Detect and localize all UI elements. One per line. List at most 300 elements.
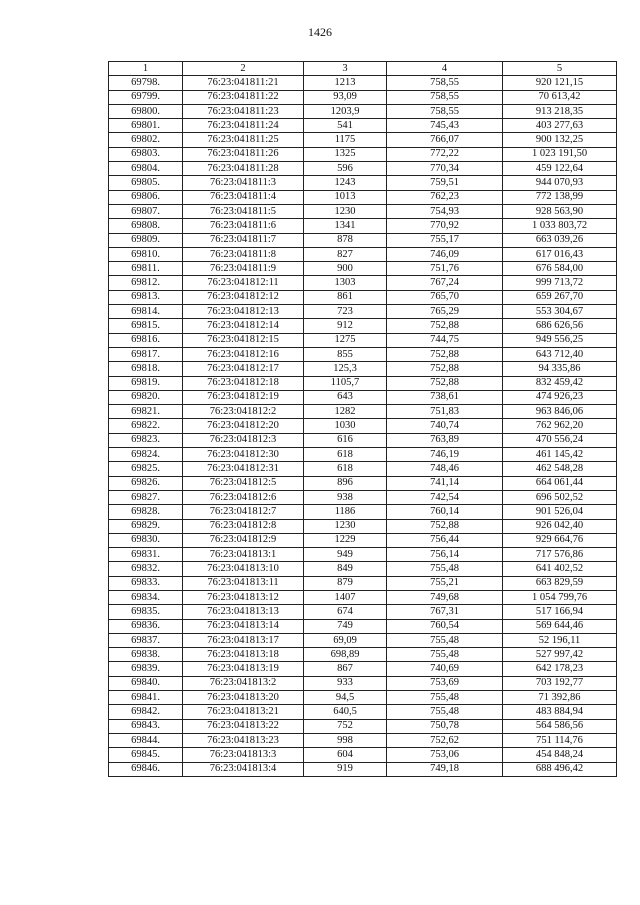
price-cell: 755,48 (387, 648, 503, 662)
table-row (109, 76, 617, 90)
cadastral-number-cell: 76:23:041813:10 (183, 562, 304, 576)
price-cell: 746,09 (387, 247, 503, 261)
cadastral-number-cell: 76:23:041811:6 (183, 219, 304, 233)
cadastral-number-cell: 76:23:041812:11 (183, 276, 304, 290)
value-cell: 949 556,25 (503, 333, 617, 347)
table-row (109, 562, 617, 576)
price-cell: 748,46 (387, 462, 503, 476)
row-number-cell: 69821. (109, 405, 183, 419)
area-cell: 94,5 (304, 691, 387, 705)
price-cell: 770,34 (387, 162, 503, 176)
price-cell: 758,55 (387, 90, 503, 104)
table-row (109, 262, 617, 276)
price-cell: 755,48 (387, 633, 503, 647)
price-cell: 752,88 (387, 519, 503, 533)
value-cell: 643 712,40 (503, 347, 617, 361)
value-cell: 527 997,42 (503, 648, 617, 662)
area-cell: 604 (304, 748, 387, 762)
price-cell: 754,93 (387, 204, 503, 218)
value-cell: 1 033 803,72 (503, 219, 617, 233)
table-row (109, 576, 617, 590)
value-cell: 762 962,20 (503, 419, 617, 433)
table-row (109, 519, 617, 533)
cadastral-number-cell: 76:23:041811:3 (183, 176, 304, 190)
row-number-cell: 69839. (109, 662, 183, 676)
price-cell: 756,14 (387, 548, 503, 562)
price-cell: 753,69 (387, 676, 503, 690)
price-cell: 755,48 (387, 705, 503, 719)
value-cell: 94 335,86 (503, 362, 617, 376)
table-row (109, 691, 617, 705)
row-number-cell: 69813. (109, 290, 183, 304)
table-row (109, 662, 617, 676)
area-cell: 1229 (304, 533, 387, 547)
area-cell: 1213 (304, 76, 387, 90)
area-cell: 596 (304, 162, 387, 176)
cadastral-number-cell: 76:23:041811:21 (183, 76, 304, 90)
row-number-cell: 69841. (109, 691, 183, 705)
table-row (109, 548, 617, 562)
area-cell: 749 (304, 619, 387, 633)
value-cell: 664 061,44 (503, 476, 617, 490)
price-cell: 760,14 (387, 505, 503, 519)
table-row (109, 176, 617, 190)
price-cell: 762,23 (387, 190, 503, 204)
area-cell: 618 (304, 462, 387, 476)
price-cell: 752,62 (387, 733, 503, 747)
row-number-cell: 69832. (109, 562, 183, 576)
price-cell: 772,22 (387, 147, 503, 161)
cadastral-number-cell: 76:23:041812:20 (183, 419, 304, 433)
table-row (109, 590, 617, 604)
table-row (109, 362, 617, 376)
price-cell: 770,92 (387, 219, 503, 233)
value-cell: 474 926,23 (503, 390, 617, 404)
cadastral-number-cell: 76:23:041812:12 (183, 290, 304, 304)
area-cell: 878 (304, 233, 387, 247)
value-cell: 659 267,70 (503, 290, 617, 304)
table-row (109, 448, 617, 462)
price-cell: 767,24 (387, 276, 503, 290)
value-cell: 999 713,72 (503, 276, 617, 290)
table-row (109, 162, 617, 176)
area-cell: 618 (304, 448, 387, 462)
area-cell: 1282 (304, 405, 387, 419)
value-cell: 717 576,86 (503, 548, 617, 562)
table-row (109, 762, 617, 776)
table-row (109, 233, 617, 247)
cadastral-number-cell: 76:23:041811:28 (183, 162, 304, 176)
table-row (109, 133, 617, 147)
area-cell: 69,09 (304, 633, 387, 647)
row-number-cell: 69810. (109, 247, 183, 261)
area-cell: 698,89 (304, 648, 387, 662)
price-cell: 750,78 (387, 719, 503, 733)
cadastral-number-cell: 76:23:041812:6 (183, 490, 304, 504)
value-cell: 553 304,67 (503, 305, 617, 319)
area-cell: 1105,7 (304, 376, 387, 390)
table-row (109, 505, 617, 519)
area-cell: 938 (304, 490, 387, 504)
cadastral-number-cell: 76:23:041812:31 (183, 462, 304, 476)
price-cell: 752,88 (387, 347, 503, 361)
value-cell: 641 402,52 (503, 562, 617, 576)
row-number-cell: 69799. (109, 90, 183, 104)
table-row (109, 319, 617, 333)
value-cell: 751 114,76 (503, 733, 617, 747)
table-row (109, 419, 617, 433)
price-cell: 746,19 (387, 448, 503, 462)
price-cell: 755,48 (387, 691, 503, 705)
price-cell: 763,89 (387, 433, 503, 447)
price-cell: 753,06 (387, 748, 503, 762)
row-number-cell: 69844. (109, 733, 183, 747)
table-row (109, 376, 617, 390)
row-number-cell: 69825. (109, 462, 183, 476)
cadastral-number-cell: 76:23:041811:26 (183, 147, 304, 161)
row-number-cell: 69842. (109, 705, 183, 719)
table-row (109, 748, 617, 762)
cadastral-number-cell: 76:23:041812:8 (183, 519, 304, 533)
area-cell: 1325 (304, 147, 387, 161)
price-cell: 742,54 (387, 490, 503, 504)
area-cell: 861 (304, 290, 387, 304)
cadastral-number-cell: 76:23:041813:3 (183, 748, 304, 762)
cadastral-number-cell: 76:23:041813:17 (183, 633, 304, 647)
value-cell: 913 218,35 (503, 104, 617, 118)
table-row (109, 633, 617, 647)
table-row (109, 462, 617, 476)
value-cell: 900 132,25 (503, 133, 617, 147)
value-cell: 663 829,59 (503, 576, 617, 590)
value-cell: 70 613,42 (503, 90, 617, 104)
area-cell: 827 (304, 247, 387, 261)
cadastral-number-cell: 76:23:041813:4 (183, 762, 304, 776)
price-cell: 738,61 (387, 390, 503, 404)
row-number-cell: 69801. (109, 119, 183, 133)
cadastral-number-cell: 76:23:041813:21 (183, 705, 304, 719)
row-number-cell: 69817. (109, 347, 183, 361)
row-number-cell: 69834. (109, 590, 183, 604)
area-cell: 1243 (304, 176, 387, 190)
value-cell: 688 496,42 (503, 762, 617, 776)
area-cell: 125,3 (304, 362, 387, 376)
cadastral-number-cell: 76:23:041812:3 (183, 433, 304, 447)
row-number-cell: 69838. (109, 648, 183, 662)
table-row (109, 219, 617, 233)
column-header-4: 4 (387, 62, 503, 76)
row-number-cell: 69836. (109, 619, 183, 633)
area-cell: 919 (304, 762, 387, 776)
row-number-cell: 69814. (109, 305, 183, 319)
cadastral-number-cell: 76:23:041813:20 (183, 691, 304, 705)
value-cell: 564 586,56 (503, 719, 617, 733)
value-cell: 686 626,56 (503, 319, 617, 333)
cadastral-number-cell: 76:23:041813:11 (183, 576, 304, 590)
row-number-cell: 69815. (109, 319, 183, 333)
table-row (109, 405, 617, 419)
cadastral-number-cell: 76:23:041811:25 (183, 133, 304, 147)
row-number-cell: 69823. (109, 433, 183, 447)
price-cell: 755,21 (387, 576, 503, 590)
price-cell: 767,31 (387, 605, 503, 619)
row-number-cell: 69809. (109, 233, 183, 247)
value-cell: 926 042,40 (503, 519, 617, 533)
row-number-cell: 69819. (109, 376, 183, 390)
table-row (109, 104, 617, 118)
price-cell: 740,74 (387, 419, 503, 433)
row-number-cell: 69846. (109, 762, 183, 776)
column-header-2: 2 (183, 62, 304, 76)
table-row (109, 676, 617, 690)
row-number-cell: 69804. (109, 162, 183, 176)
row-number-cell: 69824. (109, 448, 183, 462)
price-cell: 758,55 (387, 104, 503, 118)
price-cell: 759,51 (387, 176, 503, 190)
price-cell: 744,75 (387, 333, 503, 347)
area-cell: 93,09 (304, 90, 387, 104)
row-number-cell: 69808. (109, 219, 183, 233)
row-number-cell: 69829. (109, 519, 183, 533)
table-row (109, 390, 617, 404)
cadastral-number-cell: 76:23:041812:16 (183, 347, 304, 361)
price-cell: 741,14 (387, 476, 503, 490)
area-cell: 912 (304, 319, 387, 333)
cadastral-number-cell: 76:23:041812:19 (183, 390, 304, 404)
price-cell: 755,48 (387, 562, 503, 576)
row-number-cell: 69828. (109, 505, 183, 519)
price-cell: 752,88 (387, 362, 503, 376)
row-number-cell: 69826. (109, 476, 183, 490)
table-row (109, 619, 617, 633)
cadastral-number-cell: 76:23:041813:23 (183, 733, 304, 747)
table-row (109, 476, 617, 490)
area-cell: 616 (304, 433, 387, 447)
area-cell: 1341 (304, 219, 387, 233)
row-number-cell: 69831. (109, 548, 183, 562)
value-cell: 929 664,76 (503, 533, 617, 547)
cadastral-number-cell: 76:23:041812:30 (183, 448, 304, 462)
price-cell: 755,17 (387, 233, 503, 247)
table-row (109, 90, 617, 104)
cadastral-number-cell: 76:23:041812:7 (183, 505, 304, 519)
price-cell: 758,55 (387, 76, 503, 90)
value-cell: 461 145,42 (503, 448, 617, 462)
table-row (109, 276, 617, 290)
value-cell: 483 884,94 (503, 705, 617, 719)
value-cell: 470 556,24 (503, 433, 617, 447)
price-cell: 740,69 (387, 662, 503, 676)
area-cell: 867 (304, 662, 387, 676)
table-row (109, 605, 617, 619)
row-number-cell: 69816. (109, 333, 183, 347)
value-cell: 944 070,93 (503, 176, 617, 190)
row-number-cell: 69827. (109, 490, 183, 504)
value-cell: 696 502,52 (503, 490, 617, 504)
table-row (109, 290, 617, 304)
area-cell: 896 (304, 476, 387, 490)
table-row (109, 490, 617, 504)
cadastral-number-cell: 76:23:041812:15 (183, 333, 304, 347)
cadastral-number-cell: 76:23:041813:14 (183, 619, 304, 633)
row-number-cell: 69843. (109, 719, 183, 733)
value-cell: 71 392,86 (503, 691, 617, 705)
value-cell: 928 563,90 (503, 204, 617, 218)
table-row (109, 204, 617, 218)
column-header-5: 5 (503, 62, 617, 76)
area-cell: 1303 (304, 276, 387, 290)
area-cell: 1013 (304, 190, 387, 204)
row-number-cell: 69820. (109, 390, 183, 404)
area-cell: 949 (304, 548, 387, 562)
row-number-cell: 69802. (109, 133, 183, 147)
price-cell: 760,54 (387, 619, 503, 633)
area-cell: 855 (304, 347, 387, 361)
row-number-cell: 69822. (109, 419, 183, 433)
table-row (109, 648, 617, 662)
cadastral-number-cell: 76:23:041811:23 (183, 104, 304, 118)
row-number-cell: 69805. (109, 176, 183, 190)
row-number-cell: 69840. (109, 676, 183, 690)
table-row (109, 433, 617, 447)
value-cell: 454 848,24 (503, 748, 617, 762)
row-number-cell: 69807. (109, 204, 183, 218)
cadastral-number-cell: 76:23:041811:22 (183, 90, 304, 104)
price-cell: 751,76 (387, 262, 503, 276)
value-cell: 901 526,04 (503, 505, 617, 519)
area-cell: 998 (304, 733, 387, 747)
area-cell: 933 (304, 676, 387, 690)
cadastral-number-cell: 76:23:041813:18 (183, 648, 304, 662)
area-cell: 1175 (304, 133, 387, 147)
cadastral-number-cell: 76:23:041812:2 (183, 405, 304, 419)
row-number-cell: 69800. (109, 104, 183, 118)
cadastral-number-cell: 76:23:041811:24 (183, 119, 304, 133)
table-header-row (109, 62, 617, 76)
row-number-cell: 69811. (109, 262, 183, 276)
price-cell: 752,88 (387, 319, 503, 333)
cadastral-number-cell: 76:23:041813:13 (183, 605, 304, 619)
value-cell: 676 584,00 (503, 262, 617, 276)
row-number-cell: 69833. (109, 576, 183, 590)
area-cell: 541 (304, 119, 387, 133)
table-row (109, 247, 617, 261)
cadastral-number-cell: 76:23:041812:14 (183, 319, 304, 333)
table-row (109, 119, 617, 133)
area-cell: 640,5 (304, 705, 387, 719)
value-cell: 703 192,77 (503, 676, 617, 690)
cadastral-number-cell: 76:23:041813:2 (183, 676, 304, 690)
cadastral-number-cell: 76:23:041813:19 (183, 662, 304, 676)
value-cell: 462 548,28 (503, 462, 617, 476)
table-row (109, 533, 617, 547)
value-cell: 459 122,64 (503, 162, 617, 176)
value-cell: 832 459,42 (503, 376, 617, 390)
area-cell: 1230 (304, 519, 387, 533)
table-row (109, 190, 617, 204)
table-row (109, 733, 617, 747)
area-cell: 752 (304, 719, 387, 733)
area-cell: 723 (304, 305, 387, 319)
page-number: 1426 (308, 25, 332, 39)
value-cell: 642 178,23 (503, 662, 617, 676)
cadastral-number-cell: 76:23:041811:5 (183, 204, 304, 218)
value-cell: 963 846,06 (503, 405, 617, 419)
value-cell: 403 277,63 (503, 119, 617, 133)
price-cell: 749,68 (387, 590, 503, 604)
value-cell: 1 023 191,50 (503, 147, 617, 161)
cadastral-number-cell: 76:23:041812:17 (183, 362, 304, 376)
cadastral-number-cell: 76:23:041811:9 (183, 262, 304, 276)
column-header-3: 3 (304, 62, 387, 76)
area-cell: 1275 (304, 333, 387, 347)
row-number-cell: 69835. (109, 605, 183, 619)
cadastral-number-cell: 76:23:041813:1 (183, 548, 304, 562)
table-row (109, 719, 617, 733)
table-row (109, 305, 617, 319)
row-number-cell: 69818. (109, 362, 183, 376)
area-cell: 1407 (304, 590, 387, 604)
cadastral-number-cell: 76:23:041813:12 (183, 590, 304, 604)
cadastral-number-cell: 76:23:041811:8 (183, 247, 304, 261)
value-cell: 1 054 799,76 (503, 590, 617, 604)
area-cell: 1203,9 (304, 104, 387, 118)
table-row (109, 347, 617, 361)
table-row (109, 333, 617, 347)
row-number-cell: 69845. (109, 748, 183, 762)
row-number-cell: 69803. (109, 147, 183, 161)
value-cell: 569 644,46 (503, 619, 617, 633)
price-cell: 745,43 (387, 119, 503, 133)
cadastral-number-cell: 76:23:041812:5 (183, 476, 304, 490)
area-cell: 674 (304, 605, 387, 619)
area-cell: 849 (304, 562, 387, 576)
price-cell: 751,83 (387, 405, 503, 419)
cadastral-value-table (108, 61, 617, 777)
value-cell: 920 121,15 (503, 76, 617, 90)
cadastral-number-cell: 76:23:041813:22 (183, 719, 304, 733)
cadastral-number-cell: 76:23:041812:18 (183, 376, 304, 390)
value-cell: 617 016,43 (503, 247, 617, 261)
row-number-cell: 69837. (109, 633, 183, 647)
price-cell: 765,29 (387, 305, 503, 319)
area-cell: 1030 (304, 419, 387, 433)
cadastral-number-cell: 76:23:041812:13 (183, 305, 304, 319)
cadastral-number-cell: 76:23:041811:7 (183, 233, 304, 247)
value-cell: 663 039,26 (503, 233, 617, 247)
area-cell: 643 (304, 390, 387, 404)
table-row (109, 705, 617, 719)
value-cell: 772 138,99 (503, 190, 617, 204)
area-cell: 1230 (304, 204, 387, 218)
table-body (109, 76, 617, 777)
row-number-cell: 69798. (109, 76, 183, 90)
area-cell: 1186 (304, 505, 387, 519)
price-cell: 756,44 (387, 533, 503, 547)
value-cell: 52 196,11 (503, 633, 617, 647)
cadastral-number-cell: 76:23:041812:9 (183, 533, 304, 547)
column-header-1: 1 (109, 62, 183, 76)
table-row (109, 147, 617, 161)
area-cell: 900 (304, 262, 387, 276)
value-cell: 517 166,94 (503, 605, 617, 619)
price-cell: 766,07 (387, 133, 503, 147)
price-cell: 749,18 (387, 762, 503, 776)
price-cell: 752,88 (387, 376, 503, 390)
cadastral-number-cell: 76:23:041811:4 (183, 190, 304, 204)
row-number-cell: 69806. (109, 190, 183, 204)
price-cell: 765,70 (387, 290, 503, 304)
